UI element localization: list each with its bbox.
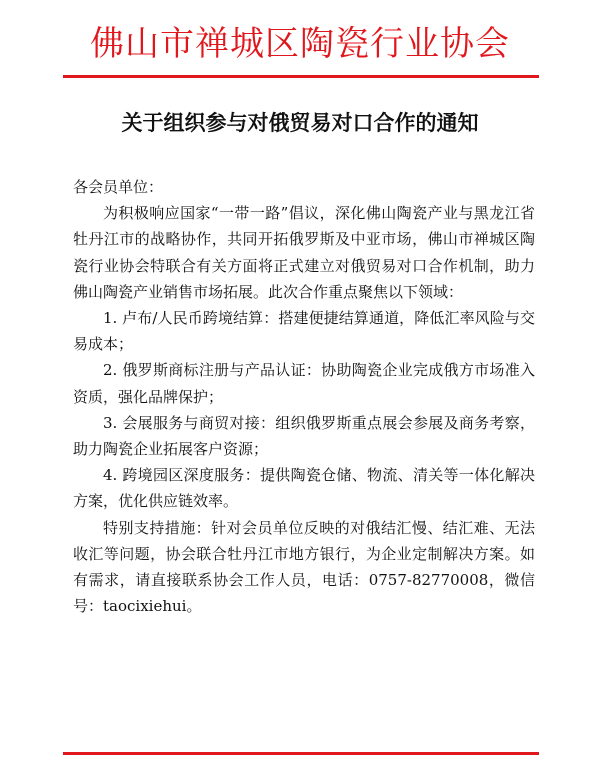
support-paragraph: 特别支持措施：针对会员单位反映的对俄结汇慢、结汇难、无法收汇等问题，协会联合牡丹江市地方银行，为企业定制解决方案。如有需求，请直接联系协会工作人员，电话：0757-82770008，微信号：taocixiehui。: [73, 518, 535, 616]
document-title: 关于组织参与对俄贸易对口合作的通知: [121, 110, 479, 135]
header-divider: [63, 75, 539, 78]
list-item: 4. 跨境园区深度服务：提供陶瓷仓储、物流、清关等一体化解决方案，优化供应链效率。: [73, 466, 535, 511]
list-item: 3. 会展服务与商贸对接：组织俄罗斯重点展会参展及商务考察，助力陶瓷企业拓展客户资源；: [73, 413, 535, 459]
list-item: 1. 卢布/人民币跨境结算：搭建便捷结算通道，降低汇率风险与交易成本；: [73, 309, 535, 354]
organization-name: 佛山市禅城区陶瓷行业协会: [90, 24, 510, 64]
document-body: [73, 174, 535, 619]
intro-paragraph: 为积极响应国家“一带一路”倡议，深化佛山陶瓷产业与黑龙江省牡丹江市的战略协作，共同开拓俄罗斯及中亚市场，佛山市禅城区陶瓷行业协会特联合有关方面将正式建立对俄贸易对口合作机制，助力佛山陶瓷产业销售市场拓展。此次合作重点聚焦以下领域：: [73, 204, 535, 301]
salutation: 各会员单位：: [73, 178, 164, 196]
list-item: 2. 俄罗斯商标注册与产品认证：协助陶瓷企业完成俄方市场准入资质，强化品牌保护；: [73, 361, 535, 406]
footer-divider: [63, 752, 539, 755]
